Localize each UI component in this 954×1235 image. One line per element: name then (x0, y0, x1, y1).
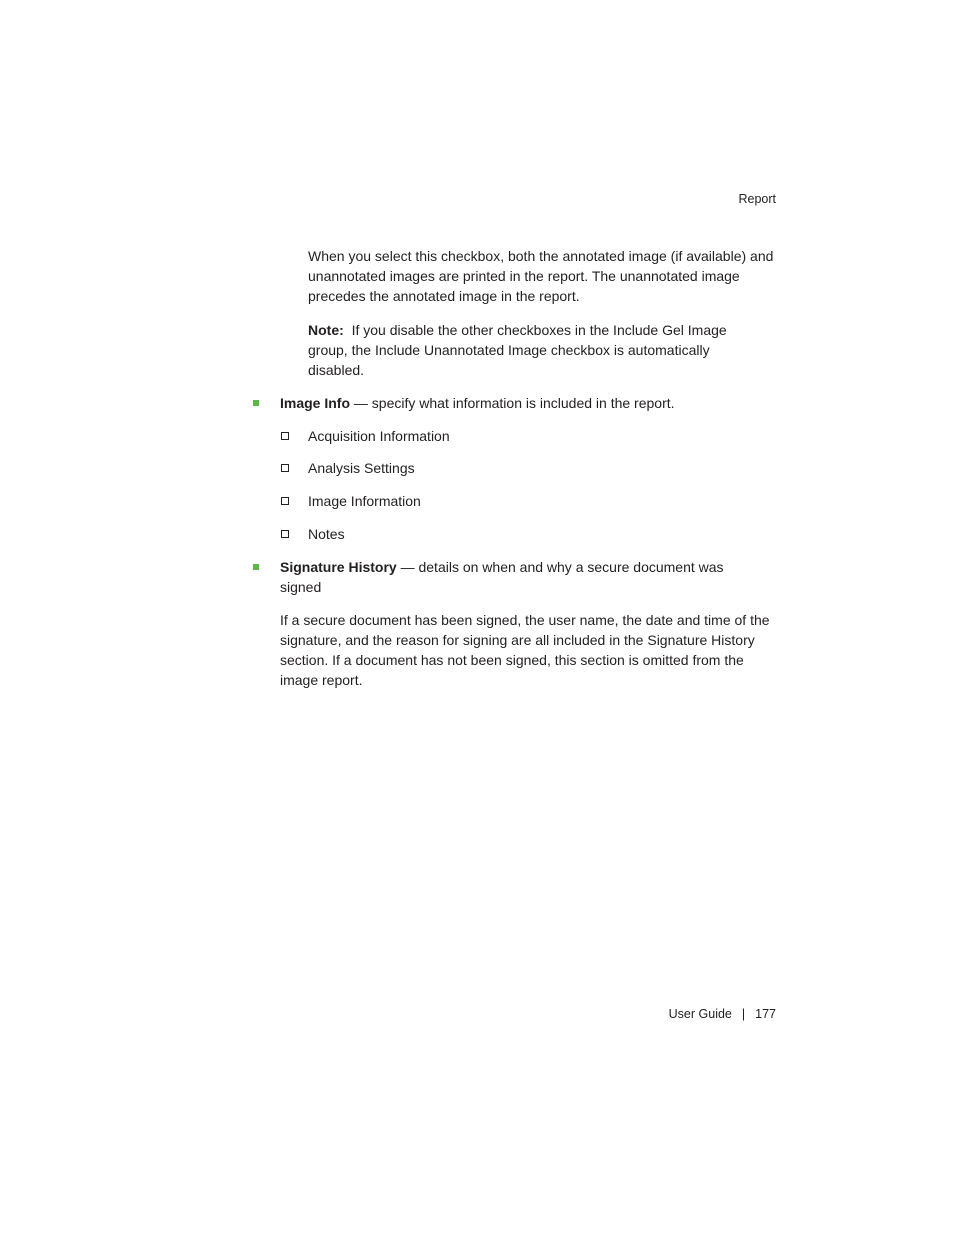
sub-item-acquisition: Acquisition Information (308, 428, 450, 444)
footer-separator: | (741, 1007, 746, 1021)
hollow-square-bullet-icon (281, 464, 289, 472)
hollow-square-bullet-icon (281, 432, 289, 440)
signature-history-desc: — details on when and why a secure document was signed (280, 559, 724, 595)
footer-title: User Guide (668, 1007, 732, 1021)
running-header: Report (738, 192, 776, 206)
signature-history-item (280, 557, 740, 597)
signature-history-term: Signature History (280, 559, 397, 575)
hollow-square-bullet-icon (281, 530, 289, 538)
page-number: 177 (755, 1007, 776, 1021)
image-info-desc: — specify what information is included in the report. (353, 395, 675, 411)
green-bullet-icon (253, 564, 259, 570)
page-footer (669, 1006, 776, 1022)
intro-paragraph: When you select this checkbox, both the annotated image (if available) and unannotated images are printed in the report. The unannotated image precedes the annotated image in the report. (308, 248, 774, 304)
image-info-term: Image Info (280, 395, 351, 411)
sub-item-image-information: Image Information (308, 493, 421, 509)
image-info-item (280, 393, 750, 413)
note-label: Note: (308, 322, 344, 338)
hollow-square-bullet-icon (281, 497, 289, 505)
green-bullet-icon (253, 400, 259, 406)
note-text: If you disable the other checkboxes in the Include Gel Image group, the Include Unannotated Image checkbox is automatically disabled. (308, 322, 727, 378)
sub-item-notes: Notes (308, 526, 345, 542)
note-paragraph (308, 320, 748, 380)
signature-history-paragraph: If a secure document has been signed, the user name, the date and time of the signature, and the reason for signing are all included in the Signature History section. If a document has not been signed, this section is omitted from the image report. (280, 612, 770, 688)
sub-item-analysis: Analysis Settings (308, 460, 415, 476)
